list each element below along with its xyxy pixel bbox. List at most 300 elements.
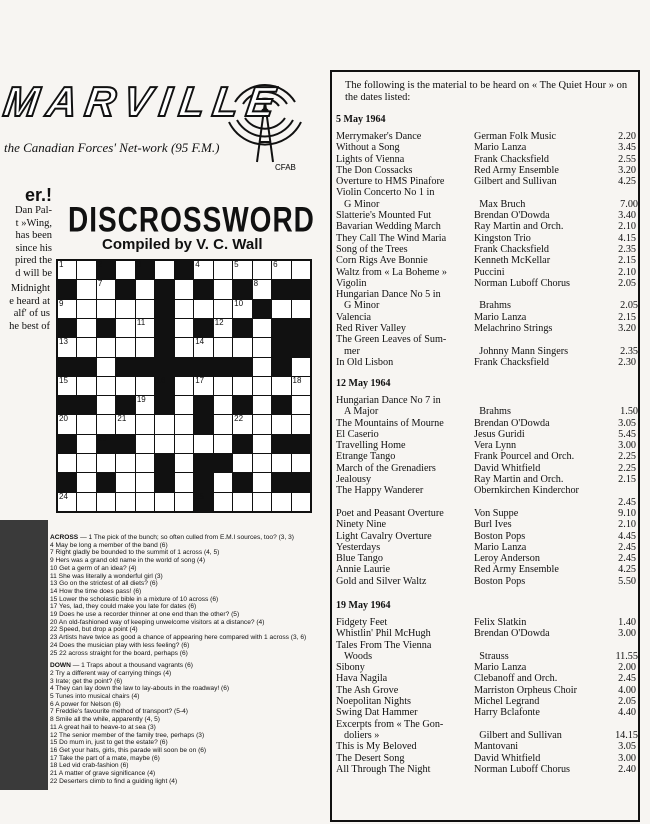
track-artist: Mario Lanza bbox=[474, 662, 527, 674]
track-title: Song of the Trees bbox=[336, 243, 408, 255]
track-duration: 5.50 bbox=[618, 575, 636, 587]
crossword-cell[interactable] bbox=[136, 396, 154, 414]
track-duration: 2.35 bbox=[620, 345, 638, 357]
crossword-cell[interactable] bbox=[214, 280, 232, 298]
crossword-cell[interactable] bbox=[194, 338, 212, 356]
track-duration bbox=[606, 395, 636, 406]
crossword-black-square bbox=[97, 319, 115, 337]
clue-text: 3 Irate; get the point? (6) bbox=[50, 677, 123, 685]
track-title: Lights of Vienna bbox=[336, 153, 405, 165]
crossword-cell[interactable] bbox=[97, 415, 115, 433]
crossword-cell[interactable] bbox=[116, 300, 134, 318]
crossword-cell[interactable] bbox=[272, 300, 290, 318]
track-artist: Felix Slatkin bbox=[474, 617, 527, 628]
crossword-black-square bbox=[58, 396, 76, 414]
clue-number: 14 bbox=[195, 337, 205, 347]
crossword-cell[interactable] bbox=[253, 358, 271, 376]
crossword-cell[interactable] bbox=[233, 300, 251, 318]
crossword-cell[interactable] bbox=[233, 493, 251, 511]
crossword-cell[interactable] bbox=[292, 493, 310, 511]
crossword-cell[interactable] bbox=[58, 415, 76, 433]
track-duration: 2.05 bbox=[618, 696, 636, 708]
crossword-cell[interactable] bbox=[155, 435, 173, 453]
clue-text: 19 Does he use a recorder thinner at one end than the other? (5) bbox=[50, 611, 240, 619]
crossword-black-square bbox=[292, 473, 310, 491]
excerpt-line: d will be bbox=[15, 267, 52, 279]
schedule-row bbox=[336, 651, 638, 662]
crossword-cell[interactable] bbox=[253, 396, 271, 414]
crossword-black-square bbox=[194, 493, 212, 511]
schedule-section bbox=[336, 600, 638, 775]
crossword-cell[interactable] bbox=[233, 338, 251, 356]
track-duration bbox=[606, 289, 636, 300]
clue-number: 2 bbox=[97, 260, 103, 269]
crossword-cell[interactable] bbox=[175, 300, 193, 318]
track-title: Sibony bbox=[336, 662, 365, 674]
crossword-cell[interactable] bbox=[77, 377, 95, 395]
track-title: Travelling Home bbox=[336, 440, 406, 452]
track-title: Fidgety Feet bbox=[336, 617, 388, 628]
track-duration: 5.45 bbox=[618, 428, 636, 440]
clue-number: 11 bbox=[136, 317, 146, 327]
crossword-cell[interactable] bbox=[77, 415, 95, 433]
clue-number: 23 bbox=[97, 433, 107, 443]
crossword-cell[interactable] bbox=[116, 473, 134, 491]
track-duration: 1.40 bbox=[618, 617, 636, 628]
crossword-cell[interactable] bbox=[292, 396, 310, 414]
schedule-row bbox=[336, 553, 638, 564]
schedule-row bbox=[336, 244, 638, 255]
crossword-cell[interactable] bbox=[97, 358, 115, 376]
crossword-cell[interactable] bbox=[214, 396, 232, 414]
crossword-cell[interactable] bbox=[233, 454, 251, 472]
crossword-cell[interactable] bbox=[136, 280, 154, 298]
crossword-cell[interactable] bbox=[253, 415, 271, 433]
crossword-cell[interactable] bbox=[175, 415, 193, 433]
track-artist: Burl Ives bbox=[474, 519, 512, 531]
crossword-cell[interactable] bbox=[194, 377, 212, 395]
clue-text: 9 Hers was a grand old name in the world of song (4) bbox=[50, 557, 206, 565]
excerpt-line: Dan Pal- bbox=[14, 205, 52, 216]
crossword-cell[interactable] bbox=[77, 300, 95, 318]
crossword-cell[interactable] bbox=[136, 493, 154, 511]
track-title: G Minor bbox=[344, 198, 380, 210]
track-title: Hungarian Dance No 5 in bbox=[336, 289, 441, 301]
crossword-cell[interactable] bbox=[253, 435, 271, 453]
crossword-black-square bbox=[233, 473, 251, 491]
track-duration: 9.10 bbox=[618, 507, 636, 519]
crossword-cell[interactable] bbox=[77, 473, 95, 491]
track-duration: 2.10 bbox=[618, 266, 636, 278]
crossword-cell[interactable] bbox=[272, 415, 290, 433]
crossword-cell[interactable] bbox=[253, 319, 271, 337]
crossword-cell[interactable] bbox=[116, 454, 134, 472]
track-title: Violin Concerto No 1 in bbox=[336, 187, 435, 199]
crossword-cell[interactable] bbox=[214, 377, 232, 395]
crossword-black-square bbox=[272, 435, 290, 453]
schedule-row bbox=[336, 576, 638, 587]
crossword-black-square bbox=[214, 358, 232, 376]
crossword-cell[interactable] bbox=[136, 300, 154, 318]
schedule-row bbox=[336, 429, 638, 440]
crossword-cell[interactable] bbox=[155, 493, 173, 511]
crossword-cell[interactable] bbox=[116, 415, 134, 433]
crossword-black-square bbox=[58, 435, 76, 453]
clue-number: 8 bbox=[253, 279, 259, 289]
schedule-row bbox=[336, 531, 638, 542]
crossword-cell[interactable] bbox=[253, 473, 271, 491]
track-title: Tales From The Vienna bbox=[336, 639, 432, 651]
track-title: They Call The Wind Maria bbox=[336, 232, 447, 244]
crossword-cell[interactable] bbox=[214, 300, 232, 318]
track-title: Swing Dat Hammer bbox=[336, 707, 418, 719]
crossword-cell[interactable] bbox=[175, 473, 193, 491]
crossword-cell[interactable] bbox=[253, 377, 271, 395]
crossword-cell[interactable] bbox=[77, 454, 95, 472]
track-title: Slatterie's Mounted Fut bbox=[336, 210, 432, 222]
track-duration: 2.55 bbox=[618, 153, 636, 165]
crossword-cell[interactable] bbox=[233, 377, 251, 395]
crossword-cell[interactable] bbox=[77, 261, 95, 279]
crossword-cell[interactable] bbox=[292, 377, 310, 395]
schedule-row bbox=[336, 542, 638, 553]
crossword-black-square bbox=[253, 300, 271, 318]
crossword-black-square bbox=[292, 280, 310, 298]
crossword-cell[interactable] bbox=[253, 454, 271, 472]
crossword-black-square bbox=[272, 338, 290, 356]
crossword-cell[interactable] bbox=[253, 493, 271, 511]
schedule-row bbox=[336, 334, 638, 345]
schedule-date: 19 May 1964 bbox=[336, 600, 391, 611]
track-duration: 4.15 bbox=[618, 232, 636, 244]
crossword-cell[interactable] bbox=[136, 454, 154, 472]
track-artist: Ray Martin and Orch. bbox=[474, 221, 564, 233]
clue-text: 25 22 across straight for the board, perhaps (6) bbox=[50, 649, 188, 657]
crossword-grid[interactable] bbox=[56, 259, 312, 513]
track-duration: 3.40 bbox=[618, 210, 636, 222]
schedule-section bbox=[336, 114, 638, 368]
crossword-black-square bbox=[292, 435, 310, 453]
crossword-black-square bbox=[97, 473, 115, 491]
track-title: Hava Nagila bbox=[336, 673, 388, 685]
clue-text: 23 Artists have twice as good a chance of appearing here compared with 1 across (3, 6) bbox=[50, 634, 307, 642]
track-title: This is My Beloved bbox=[336, 741, 417, 753]
crossword-cell[interactable] bbox=[58, 377, 76, 395]
crossword-cell[interactable] bbox=[97, 300, 115, 318]
track-title: The Desert Song bbox=[336, 752, 405, 764]
schedule-date: 12 May 1964 bbox=[336, 378, 391, 389]
crossword-cell[interactable] bbox=[136, 377, 154, 395]
track-artist: Red Army Ensemble bbox=[474, 164, 559, 176]
track-artist bbox=[474, 640, 606, 651]
clue-text: — 1 The pick of the bunch; so often culled from E.M.I sources, too? (3, 3) bbox=[80, 534, 294, 541]
crossword-cell[interactable] bbox=[214, 261, 232, 279]
track-title: Noepolitan Nights bbox=[336, 696, 411, 708]
track-artist bbox=[474, 334, 606, 345]
crossword-cell[interactable] bbox=[58, 493, 76, 511]
crossword-cell[interactable] bbox=[292, 358, 310, 376]
track-title: Annie Laurie bbox=[336, 564, 391, 576]
clue-text: — 1 Traps about a thousand vagrants (6) bbox=[72, 662, 193, 670]
schedule-row bbox=[336, 176, 638, 187]
excerpt-line: e heard at bbox=[9, 295, 50, 307]
crossword-cell[interactable] bbox=[136, 319, 154, 337]
crossword-cell[interactable] bbox=[77, 338, 95, 356]
schedule-row bbox=[336, 418, 638, 429]
track-duration: 3.45 bbox=[618, 142, 636, 154]
crossword-cell[interactable] bbox=[58, 261, 76, 279]
track-title: In Old Lisbon bbox=[336, 356, 394, 368]
track-artist: Ray Martin and Orch. bbox=[474, 474, 564, 486]
clue-number: 9 bbox=[59, 298, 64, 308]
crossword-cell[interactable] bbox=[97, 280, 115, 298]
schedule-row bbox=[336, 221, 638, 232]
track-artist: German Folk Music bbox=[474, 131, 557, 142]
crossword-cell[interactable] bbox=[58, 454, 76, 472]
crossword-black-square bbox=[272, 280, 290, 298]
excerpt-line: alf' of us bbox=[13, 308, 50, 319]
track-duration: 2.30 bbox=[618, 356, 636, 368]
crossword-black-square bbox=[214, 454, 232, 472]
crossword-cell[interactable] bbox=[214, 435, 232, 453]
clue-number: 21 bbox=[117, 414, 127, 424]
track-duration: 14.15 bbox=[615, 729, 638, 741]
crossword-cell[interactable] bbox=[214, 338, 232, 356]
track-duration: 2.40 bbox=[618, 763, 636, 775]
clue-text: 22 Speed, but drop a point (4) bbox=[50, 626, 138, 634]
track-artist: Clebanoff and Orch. bbox=[474, 673, 558, 685]
track-artist: Brendan O'Dowda bbox=[474, 210, 550, 222]
schedule-row bbox=[336, 346, 638, 357]
crossword-cell[interactable] bbox=[97, 493, 115, 511]
track-artist: Kingston Trio bbox=[474, 232, 531, 244]
crossword-cell[interactable] bbox=[155, 415, 173, 433]
schedule-row bbox=[336, 485, 638, 496]
clue-text: 2 Try a different way of carrying things (4) bbox=[50, 669, 172, 677]
schedule-row bbox=[336, 673, 638, 684]
crossword-cell[interactable] bbox=[77, 319, 95, 337]
track-duration: 1.50 bbox=[620, 406, 638, 418]
clue-text: 6 A power for Nelson (6) bbox=[50, 700, 121, 708]
crossword-cell[interactable] bbox=[292, 415, 310, 433]
crossword-cell[interactable] bbox=[77, 280, 95, 298]
crossword-black-square bbox=[155, 377, 173, 395]
crossword-cell[interactable] bbox=[175, 338, 193, 356]
crossword-cell[interactable] bbox=[97, 454, 115, 472]
crossword-black-square bbox=[116, 358, 134, 376]
track-title: Jealousy bbox=[336, 474, 372, 486]
clue-text: 17 Yes, lad, they could make you late for dates (6) bbox=[50, 603, 197, 611]
track-title: The Don Cossacks bbox=[336, 164, 413, 176]
track-duration: 2.20 bbox=[618, 131, 636, 142]
schedule-row bbox=[336, 357, 638, 368]
track-duration: 3.05 bbox=[618, 741, 636, 753]
crossword-black-square bbox=[155, 338, 173, 356]
clue-number: 5 bbox=[234, 260, 239, 269]
crossword-black-square bbox=[272, 473, 290, 491]
crossword-cell[interactable] bbox=[233, 261, 251, 279]
schedule-row bbox=[336, 187, 638, 198]
schedule-row bbox=[336, 154, 638, 165]
clue-text: 13 Go on the strictest of all diets? (6) bbox=[50, 580, 158, 588]
crossword-cell[interactable] bbox=[175, 435, 193, 453]
crossword-cell[interactable] bbox=[214, 493, 232, 511]
crossword-cell[interactable] bbox=[194, 435, 212, 453]
track-title: Etrange Tango bbox=[336, 451, 396, 463]
track-title: Whistlin' Phil McHugh bbox=[336, 628, 431, 640]
track-artist: Jesus Guridi bbox=[474, 428, 525, 440]
crossword-cell[interactable] bbox=[175, 319, 193, 337]
clue-number: 6 bbox=[273, 260, 278, 269]
crossword-cell[interactable] bbox=[175, 280, 193, 298]
crossword-cell[interactable] bbox=[292, 454, 310, 472]
clue-text: 11 A great hail to heave-to at sea (3) bbox=[50, 723, 156, 731]
crossword-cell[interactable] bbox=[136, 415, 154, 433]
track-artist: Puccini bbox=[474, 266, 505, 278]
track-duration: 7.00 bbox=[620, 198, 638, 210]
track-artist: Boston Pops bbox=[474, 530, 526, 542]
crossword-black-square bbox=[97, 261, 115, 279]
excerpt-line: Midnight bbox=[10, 283, 50, 294]
schedule-row bbox=[336, 312, 638, 323]
track-artist: David Whitfield bbox=[474, 462, 541, 474]
crossword-cell[interactable] bbox=[253, 261, 271, 279]
crossword-black-square bbox=[194, 280, 212, 298]
crossword-cell[interactable] bbox=[292, 300, 310, 318]
crossword-cell[interactable] bbox=[253, 280, 271, 298]
crossword-cell[interactable] bbox=[214, 473, 232, 491]
crossword-cell[interactable] bbox=[175, 493, 193, 511]
track-artist: Frank Pourcel and Orch. bbox=[474, 451, 575, 463]
crossword-title: DISCROSSWORD bbox=[68, 200, 315, 239]
crossword-black-square bbox=[272, 358, 290, 376]
crossword-cell[interactable] bbox=[97, 377, 115, 395]
track-artist: Marriston Orpheus Choir bbox=[474, 684, 577, 696]
clue-text: 11 She was literally a wonderful girl (3) bbox=[50, 572, 163, 580]
clue-text: 17 Take the part of a mate, maybe (6) bbox=[50, 754, 160, 762]
track-title: Gold and Silver Waltz bbox=[336, 575, 427, 587]
track-duration bbox=[606, 334, 636, 345]
excerpt-line: pired the bbox=[14, 255, 52, 266]
track-artist: Johnny Mann Singers bbox=[479, 345, 569, 357]
track-duration: 3.00 bbox=[618, 752, 636, 764]
excerpt-line: t »Wing, bbox=[15, 217, 52, 229]
track-duration: 2.25 bbox=[618, 451, 636, 463]
crossword-black-square bbox=[194, 396, 212, 414]
crossword-cell[interactable] bbox=[272, 261, 290, 279]
crossword-cell[interactable] bbox=[116, 493, 134, 511]
track-artist: Frank Chacksfield bbox=[474, 243, 549, 255]
crossword-cell[interactable] bbox=[175, 454, 193, 472]
crossword-black-square bbox=[194, 358, 212, 376]
track-artist bbox=[474, 187, 606, 198]
crossword-cell[interactable] bbox=[272, 377, 290, 395]
crossword-cell[interactable] bbox=[97, 396, 115, 414]
crossword-cell[interactable] bbox=[116, 338, 134, 356]
track-artist bbox=[474, 719, 606, 730]
clue-text: 10 Get a germ of an idea? (4) bbox=[50, 564, 137, 572]
track-title: Excerpts from « The Gon- bbox=[336, 718, 444, 730]
crossword-cell[interactable] bbox=[77, 435, 95, 453]
crossword-cell[interactable] bbox=[58, 338, 76, 356]
crossword-black-square bbox=[97, 435, 115, 453]
crossword-cell[interactable] bbox=[175, 377, 193, 395]
schedule-row bbox=[336, 463, 638, 474]
track-artist: Gilbert and Sullivan bbox=[479, 729, 562, 741]
crossword-cell[interactable] bbox=[116, 319, 134, 337]
track-title: Light Cavalry Overture bbox=[336, 530, 432, 542]
track-duration: 3.20 bbox=[618, 164, 636, 176]
schedule-row bbox=[336, 131, 638, 142]
crossword-cell[interactable] bbox=[272, 454, 290, 472]
crossword-cell[interactable] bbox=[214, 319, 232, 337]
crossword-cell[interactable] bbox=[116, 261, 134, 279]
schedule-row bbox=[336, 730, 638, 741]
track-title: Waltz from « La Boheme » bbox=[336, 266, 447, 278]
crossword-cell[interactable] bbox=[58, 300, 76, 318]
crossword-cell[interactable] bbox=[272, 493, 290, 511]
crossword-black-square bbox=[194, 319, 212, 337]
clue-number: 16 bbox=[156, 375, 166, 385]
track-artist: Kenneth McKellar bbox=[474, 255, 551, 267]
track-title: March of the Grenadiers bbox=[336, 462, 436, 474]
clue-number: 10 bbox=[234, 298, 244, 308]
track-duration bbox=[606, 640, 636, 651]
clue-text: 4 They can lay down the law to lay-abouts in the roadway! (6) bbox=[50, 685, 230, 693]
schedule-row bbox=[336, 707, 638, 718]
schedule-row bbox=[336, 300, 638, 311]
clue-number: 7 bbox=[97, 279, 103, 289]
track-title: Red River Valley bbox=[336, 323, 406, 335]
crossword-cell[interactable] bbox=[194, 261, 212, 279]
crossword-black-square bbox=[292, 319, 310, 337]
crossword-black-square bbox=[292, 338, 310, 356]
excerpt-heading: er.! bbox=[24, 185, 52, 205]
crossword-cell[interactable] bbox=[136, 338, 154, 356]
crossword-cell[interactable] bbox=[214, 415, 232, 433]
clue-text: 12 The senior member of the family tree, perhaps (3) bbox=[50, 731, 205, 739]
crossword-cell[interactable] bbox=[253, 338, 271, 356]
crossword-cell[interactable] bbox=[194, 300, 212, 318]
schedule-row bbox=[336, 233, 638, 244]
track-duration bbox=[606, 719, 636, 730]
schedule-row bbox=[336, 210, 638, 221]
crossword-cell[interactable] bbox=[233, 415, 251, 433]
crossword-cell[interactable] bbox=[292, 261, 310, 279]
track-duration: 4.45 bbox=[618, 530, 636, 542]
clue-text: 22 Deserters climb to find a guiding light (4) bbox=[50, 777, 178, 785]
crossword-cell[interactable] bbox=[97, 338, 115, 356]
track-artist: Michel Legrand bbox=[474, 696, 540, 708]
crossword-black-square bbox=[233, 319, 251, 337]
track-artist: Melachrino Strings bbox=[474, 323, 553, 335]
schedule-section bbox=[336, 378, 638, 587]
crossword-cell[interactable] bbox=[175, 396, 193, 414]
clue-number: 4 bbox=[195, 260, 200, 269]
crossword-black-square bbox=[58, 319, 76, 337]
crossword-cell[interactable] bbox=[136, 473, 154, 491]
crossword-black-square bbox=[136, 358, 154, 376]
track-title: Woods bbox=[344, 650, 373, 662]
crossword-cell[interactable] bbox=[77, 493, 95, 511]
track-duration: 2.15 bbox=[618, 311, 636, 323]
crossword-cell[interactable] bbox=[136, 435, 154, 453]
schedule-row bbox=[336, 753, 638, 764]
crossword-cell[interactable] bbox=[155, 261, 173, 279]
crossword-cell[interactable] bbox=[116, 377, 134, 395]
clue-text: 14 How the time does pass! (6) bbox=[50, 587, 142, 595]
track-duration bbox=[606, 485, 636, 496]
